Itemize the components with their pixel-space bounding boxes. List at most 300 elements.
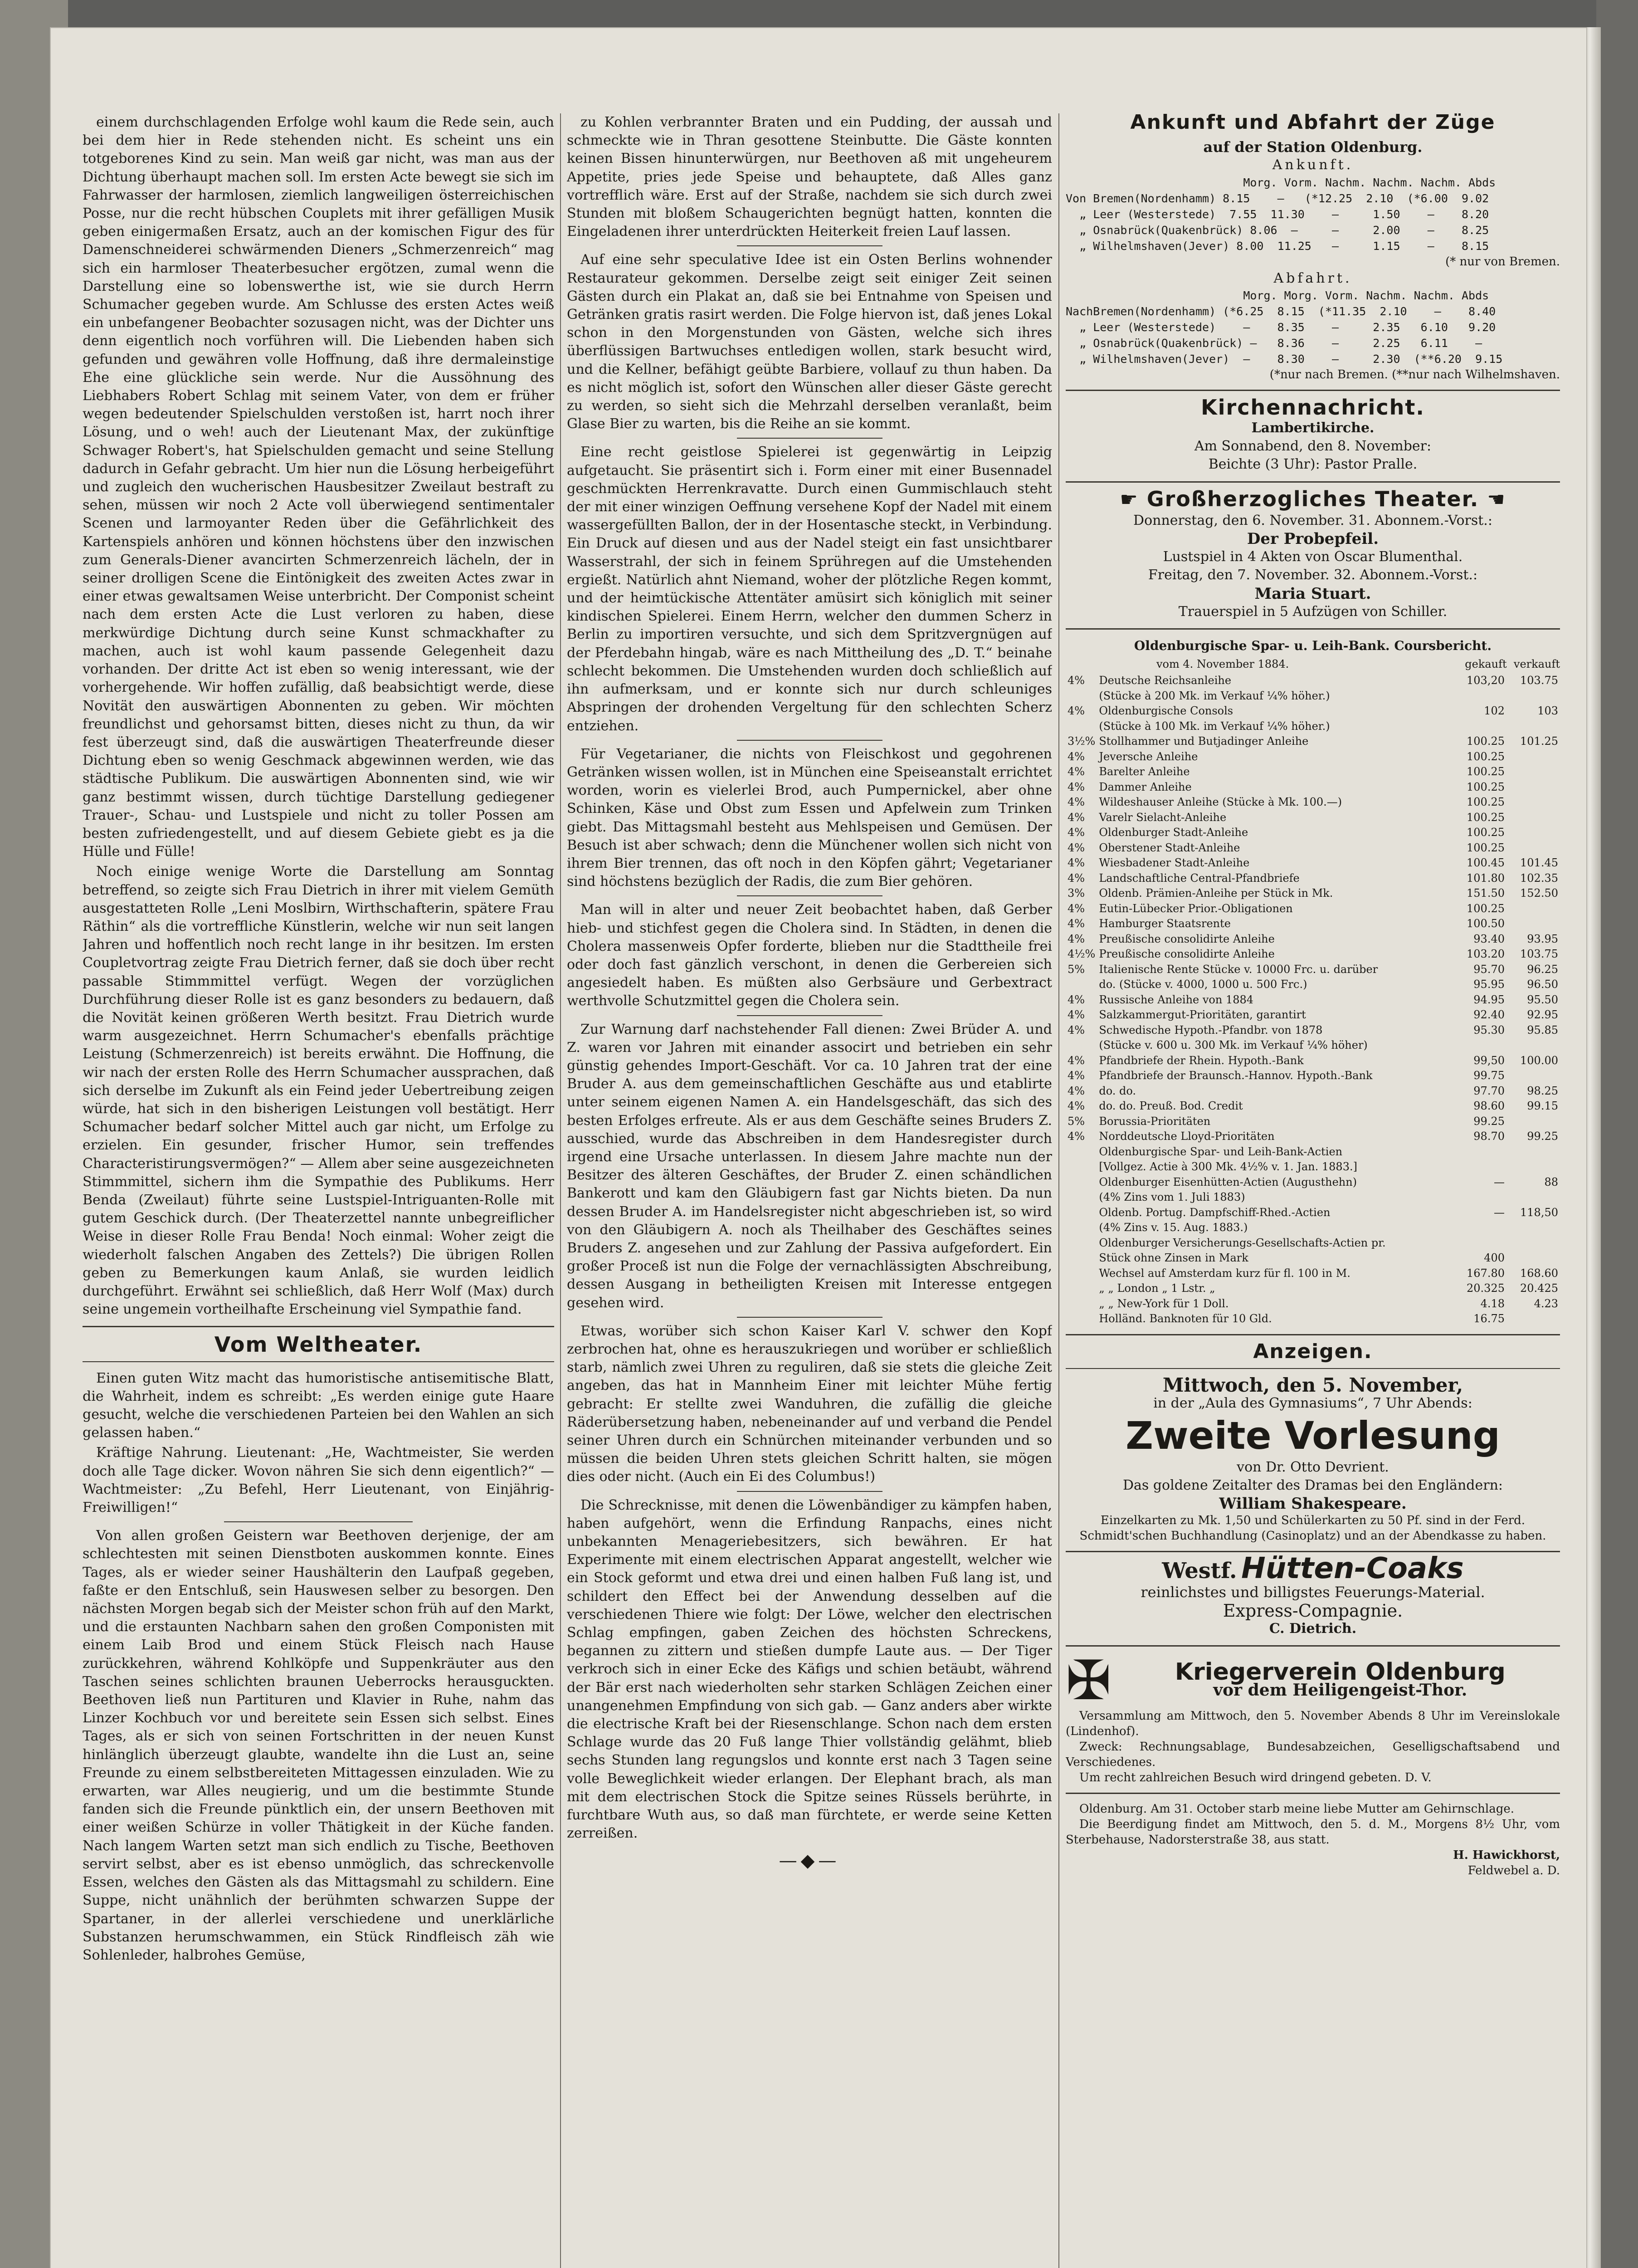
section-divider xyxy=(1066,390,1560,391)
ask-price xyxy=(1506,841,1560,856)
bid-price: 151.50 xyxy=(1467,887,1505,900)
security-name: Oldenb. Portug. Dampfschiff-Rhed.-Actien xyxy=(1099,1206,1331,1219)
security-name: Oldenburgische Spar- und Leih-Bank-Actien xyxy=(1099,1145,1343,1158)
interest-rate: 4% xyxy=(1068,932,1085,945)
interest-rate: 4% xyxy=(1068,1084,1085,1097)
bid-price: 103,20 xyxy=(1467,674,1505,687)
bank-rate-row xyxy=(1066,1251,1560,1266)
theater-play-title: Maria Stuart. xyxy=(1254,584,1371,603)
interest-rate xyxy=(1066,689,1097,704)
death-signature: H. Hawickhorst, xyxy=(1453,1848,1560,1862)
ask-price: 20.425 xyxy=(1520,1282,1558,1295)
bid-price xyxy=(1453,1220,1506,1236)
ask-price xyxy=(1506,795,1560,810)
bid-price: 98.70 xyxy=(1473,1130,1505,1143)
lecture-subject: William Shakespeare. xyxy=(1219,1494,1407,1513)
bid-price: 167.80 xyxy=(1467,1266,1505,1280)
bid-price: 100.25 xyxy=(1467,902,1505,915)
bid-price xyxy=(1453,1159,1506,1175)
section-divider xyxy=(83,1326,554,1327)
article-paragraph: zu Kohlen verbrannter Braten und ein Pudding, der aussah und schmeckte wie in Thran gesottene Steinbutte. Die Gäste konnten keinen Bissen hinunterwürgen, nur Beethoven aß mit ungeheurem Appetite, pries jede Speise und behauptete, daß Alles ganz vortrefflich wäre. Erst auf der Straße, nachdem sie sich durch zwei Stunden mit bloßem Schaugerichten begnügt hatten, konnten die Eingeladenen ihrer unterdrückten Heiterkeit freien Lauf lassen. xyxy=(567,114,1052,240)
security-name: Deutsche Reichsanleihe xyxy=(1099,674,1232,687)
ask-price: 102.35 xyxy=(1520,871,1558,885)
interest-rate xyxy=(1066,719,1097,734)
bid-price xyxy=(1453,689,1506,704)
bank-rate-row xyxy=(1066,1175,1560,1190)
bid-price: 99.75 xyxy=(1473,1069,1505,1082)
bid-price: 95.70 xyxy=(1473,963,1505,976)
bid-price: 98.60 xyxy=(1473,1100,1505,1113)
ask-price: 4.23 xyxy=(1534,1297,1558,1310)
departure-note: (*nur nach Bremen. (**nur nach Wilhelmshaven. xyxy=(1269,367,1560,381)
bid-price: 400 xyxy=(1484,1251,1505,1265)
bank-rate-row xyxy=(1066,932,1560,947)
column-rule xyxy=(560,113,561,2268)
arrival-row: „ Leer (Westerstede) 7.55 11.30 — 1.50 — 8.20 xyxy=(1066,207,1489,221)
section-divider xyxy=(1066,1334,1560,1335)
security-name: Oldenburgische Consols xyxy=(1099,704,1233,718)
security-name: Salzkammergut-Prioritäten, garantirt xyxy=(1099,1008,1306,1022)
ask-price xyxy=(1506,764,1560,780)
ask-price xyxy=(1506,1251,1560,1266)
interest-rate xyxy=(1066,1159,1097,1175)
theater-line: Donnerstag, den 6. November. 31. Abonnem.-Vorst.: xyxy=(1133,512,1492,528)
bank-rate-row xyxy=(1066,1007,1560,1023)
verein-request: Um recht zahlreichen Besuch wird dringend gebeten. D. V. xyxy=(1079,1770,1432,1784)
bank-report-date: vom 4. November 1884. xyxy=(1156,658,1289,671)
bank-rate-row xyxy=(1066,1205,1560,1221)
security-name: Holländ. Banknoten für 10 Gld. xyxy=(1099,1312,1272,1325)
bank-rate-row xyxy=(1066,1296,1560,1312)
ads-heading: Anzeigen. xyxy=(1253,1339,1373,1363)
interest-rate: 4½% xyxy=(1068,948,1096,961)
bank-rate-row xyxy=(1066,1129,1560,1144)
bid-price: 100.25 xyxy=(1467,811,1505,824)
bank-column-header: gekauft xyxy=(1465,658,1507,671)
bank-column-header: verkauft xyxy=(1513,658,1560,671)
bank-rate-row xyxy=(1066,1236,1560,1251)
bank-rate-row xyxy=(1066,992,1560,1008)
pointing-hand-icon: ☚ xyxy=(1487,488,1506,511)
security-name: [Vollgez. Actie à 300 Mk. 4½% v. 1. Jan. 1883.] xyxy=(1099,1160,1357,1173)
short-divider xyxy=(737,740,882,741)
bid-price: 16.75 xyxy=(1473,1312,1505,1325)
interest-rate: 4% xyxy=(1068,796,1085,809)
ask-price xyxy=(1506,810,1560,826)
ask-price xyxy=(1506,1114,1560,1129)
section-divider xyxy=(1066,1645,1560,1647)
security-name: Oldenburger Stadt-Anleihe xyxy=(1099,826,1248,839)
article-paragraph: Für Vegetarianer, die nichts von Fleischkost und gegohrenen Getränken wissen wollen, ist in München eine Speiseanstalt errichtet worden, worin es vielerlei Brod, auch Pumpernickel, aber ohne Schinken, Käse und Obst zum Essen und Apfelwein zum Trinken giebt. Das Mittagsmahl besteht aus Mehlspeisen und Gemüsen. Der Besuch ist aber schwach; denn die Münchener wollen sich nicht von ihrem Bier trennen, das oft noch in den Köpfen gährt; Vegetarianer sind höchstens bezüglich der Radis, die zum Bier gehören. xyxy=(567,746,1052,890)
bank-rate-row xyxy=(1066,1220,1560,1236)
short-divider xyxy=(224,1521,413,1522)
scan-background-right xyxy=(1596,0,1638,2268)
section-divider xyxy=(1066,1793,1560,1794)
ask-price xyxy=(1506,780,1560,795)
bid-price xyxy=(1453,1190,1506,1205)
bank-rate-row xyxy=(1066,1023,1560,1038)
theater-review-paragraph: einem durchschlagenden Erfolge wohl kaum die Rede sein, auch bei dem hier in Rede stehenden nicht. Es scheint uns ein totgeborenes Kind zu sein. Man weiß gar nicht, was man aus der Dichtung überhaupt machen soll. Im ersten Acte bewegt sie sich im Fahrwasser der harmlosen, ziemlich langweiligen österreichischen Posse, nur die recht hübschen Couplets mit ihrer gefälligen Musik geben einigermaßen Ersatz, auch an der komischen Figur des für Damenschneiderei schwärmenden Dieners „Schmerzenreich“ mag sich ein harmloser Theaterbesucher ergötzen, zumal wenn die Darstellung eine so lobenswerthe ist, wie sie durch Herrn Schumacher gegeben wurde. Am Schlusse des ersten Actes weiß ein unbefangener Beobachter sozusagen nicht, was der Dichter uns denn eigentlich noch vorführen will. Die Liebenden haben sich gefunden und gewähren volle Hoffnung, daß ihre dermaleinstige Ehe eine glückliche sein werde. Nur die Aussöhnung des Liebhabers Robert Schlag mit seinem Vater, von dem er früher wegen bedeutender Spielschulden verstoßen ist, harrt noch ihrer Lösung, und o weh! auch der Lieutenant Max, der zukünftige Schwager Robert's, hat Spielschulden gemacht und seine Stellung dadurch in Gefahr gebracht. Um hier nun die Lösung herbeigeführt und zugleich den wucherischen Hausbesitzer Zweilaut bestraft zu sehen, müssen wir noch 2 Acte voll überwiegend sentimentaler Scenen und larmoyanter Reden über die Gefährlichkeit des Kartenspiels anhören und können höchstens über den inzwischen zum Generals-Diener avancirten Schmerzenreich lächeln, der in seiner drolligen Scene die Eintönigkeit des zweiten Actes zwar in einer etwas gewaltsamen Weise unterbricht. Der Componist scheint nach dem ersten Acte die Lust verloren zu haben, diese merkwürdige Dichtung durch seine Kunst schmackhafter zu machen, auch ist wohl kaum passende Gelegenheit dazu vorhanden. Der dritte Act ist eben so wenig interessant, wie der vorhergehende. Wir hoffen zufällig, daß beabsichtigt werde, diese Novität den auswärtigen Abonnenten zu geben. Wir möchten freundlichst und gehorsamst bitten, dieses nicht zu thun, da wir fest überzeugt sind, daß die auswärtigen Theaterfreunde dieser Dichtung eben so wenig Geschmack abgewinnen werden, wie das städtische Publikum. Die auswärtigen Abonnenten sind, wie wir ganz bestimmt wissen, durch tüchtige Darstellung gediegener Trauer-, Schau- und Lustspiele und nicht zu toller Possen am besten zufriedengestellt, und auf diesem Gebiete giebt es ja die Hülle und Fülle! xyxy=(83,114,554,860)
bid-price: 93.40 xyxy=(1473,932,1505,945)
bid-price: 94.95 xyxy=(1473,993,1505,1006)
bid-price xyxy=(1453,1038,1506,1053)
arrival-label: Ankunft. xyxy=(1272,157,1354,173)
bank-rate-row xyxy=(1066,1084,1560,1099)
bank-rate-row xyxy=(1066,1114,1560,1129)
security-name: Wildeshauser Anleihe (Stücke à Mk. 100.—) xyxy=(1099,796,1342,809)
ask-price xyxy=(1506,916,1560,932)
death-signature-rank: Feldwebel a. D. xyxy=(1467,1863,1560,1877)
coaks-signature: C. Dietrich. xyxy=(1269,1620,1357,1637)
bank-rate-row xyxy=(1066,704,1560,719)
interest-rate xyxy=(1066,1281,1097,1296)
security-name: Oldenb. Prämien-Anleihe per Stück in Mk. xyxy=(1099,887,1333,900)
departure-header: Morg. Morg. Vorm. Nachm. Nachm. Abds xyxy=(1066,288,1489,302)
end-ornament: —◆— xyxy=(779,1850,840,1872)
departure-row: NachBremen(Nordenhamm) (*6.25 8.15 (*11.35 2.10 — 8.40 xyxy=(1066,304,1496,318)
coaks-company: Express-Compagnie. xyxy=(1223,1600,1403,1621)
ask-price: 98.25 xyxy=(1527,1084,1558,1097)
bid-price: 100.25 xyxy=(1467,841,1505,854)
bid-price: 100.25 xyxy=(1467,780,1505,793)
interest-rate: 4% xyxy=(1068,750,1085,763)
bank-rate-row xyxy=(1066,1099,1560,1114)
arrival-row: „ Wilhelmshaven(Jever) 8.00 11.25 — 1.15 — 8.15 xyxy=(1066,239,1489,253)
ask-price xyxy=(1506,825,1560,841)
bank-rate-row xyxy=(1066,1053,1560,1069)
security-name: „ „ London „ 1 Lstr. „ xyxy=(1099,1282,1215,1295)
bank-rate-row xyxy=(1066,1311,1560,1327)
security-name: (4% Zins vom 1. Juli 1883) xyxy=(1099,1191,1245,1204)
bid-price: 103.20 xyxy=(1467,948,1505,961)
verein-text: Versammlung am Mittwoch, den 5. November Abends 8 Uhr im Vereinslokale (Lindenhof). xyxy=(1066,1709,1560,1738)
newspaper-page xyxy=(50,27,1587,2268)
article-paragraph: Auf eine sehr speculative Idee ist ein Osten Berlins wohnender Restaurateur gekommen. Derselbe zeigt seit einiger Zeit seinen Gästen durch ein Plakat an, daß sie bei Entnahme von Speisen und Getränken gratis rasirt werden. Die Folge hiervon ist, daß jenes Lokal schon in den Morgenstunden von Gästen, welche sich ihres überflüssigen Bartwuchses entledigen wollen, stark besucht wird, und die Kellner, befähigt geübte Barbiere, vollauf zu thun haben. Da es nicht möglich ist, sofort den Wünschen aller dieser Gäste gerecht zu werden, so sieht sich die Mehrzahl derselben veranlaßt, beim Glase Bier zu warten, bis die Reihe an sie kommt. xyxy=(567,252,1052,432)
bank-rate-row xyxy=(1066,1144,1560,1160)
interest-rate: 4% xyxy=(1068,1023,1085,1036)
bid-price: 102 xyxy=(1484,704,1505,718)
lecture-place: in der „Aula des Gymnasiums“, 7 Uhr Abends: xyxy=(1153,1395,1472,1412)
bank-rate-row xyxy=(1066,764,1560,780)
interest-rate: 4% xyxy=(1068,826,1085,839)
arrival-header: Morg. Vorm. Nachm. Nachm. Nachm. Abds xyxy=(1066,176,1496,189)
security-name: Stück ohne Zinsen in Mark xyxy=(1099,1251,1248,1265)
departure-label: Abfahrt. xyxy=(1273,270,1352,286)
theater-play-title: Der Probepfeil. xyxy=(1247,530,1379,548)
ask-price: 92.95 xyxy=(1527,1008,1558,1022)
bank-rate-row xyxy=(1066,780,1560,795)
interest-rate: 4% xyxy=(1068,704,1085,718)
ask-price xyxy=(1506,1236,1560,1251)
ask-price: 96.50 xyxy=(1527,978,1558,991)
ask-price: 95.50 xyxy=(1527,993,1558,1006)
interest-rate: 4% xyxy=(1068,871,1085,885)
bank-rate-row xyxy=(1066,1068,1560,1084)
bank-rate-row xyxy=(1066,1159,1560,1175)
bank-rate-row xyxy=(1066,977,1560,992)
ask-price xyxy=(1506,1220,1560,1236)
short-divider xyxy=(737,1015,882,1016)
security-name: Wiesbadener Stadt-Anleihe xyxy=(1099,856,1250,870)
bank-rate-row xyxy=(1066,749,1560,765)
bank-rate-row xyxy=(1066,841,1560,856)
ask-price: 101.45 xyxy=(1520,856,1558,870)
security-name: Norddeutsche Lloyd-Prioritäten xyxy=(1099,1130,1275,1143)
bank-report-title: Oldenburgische Spar- u. Leih-Bank. Coursbericht. xyxy=(1134,638,1492,654)
bid-price xyxy=(1453,1144,1506,1160)
departure-row: „ Osnabrück(Quakenbrück) — 8.36 — 2.25 6.11 — xyxy=(1066,336,1482,350)
interest-rate xyxy=(1066,1038,1097,1053)
ask-price: 100.00 xyxy=(1520,1054,1558,1067)
iron-cross-icon: ✠ xyxy=(1066,1649,1112,1712)
short-divider xyxy=(737,1491,882,1492)
bid-price xyxy=(1453,719,1506,734)
interest-rate: 4% xyxy=(1068,1069,1085,1082)
theater-review-paragraph: Noch einige wenige Worte die Darstellung am Sonntag betreffend, so zeigte sich Frau Dietrich in ihrer mit vielem Gemüth ausgestatteten Rolle „Leni Moslbirn, Wirthschafterin, spätere Frau Räthin“ als die vortreffliche Künstlerin, welche wir nun seit langen Jahren und hoffentlich noch recht lange in ihr besitzen. Im ersten Coupletvortrag zeigte Frau Dietrich ferner, daß sie doch über recht passable Stimmmittel verfügt. Wegen der vorzüglichen Durchführung dieser Rolle ist es ganz besonders zu bedauern, daß die Novität keinen größeren Werth besitzt. Frau Dietrich wurde warm ausgezeichnet. Herrn Schumacher's ebenfalls prächtige Leistung (Schmerzenreich) ist bereits erwähnt. Die Hoffnung, die wir nach der ersten Rolle des Herrn Schumacher aussprachen, daß sich derselbe im Zukunft als ein Feind jeder Uebertreibung zeigen würde, hat sich in den bisherigen Leistungen voll bestätigt. Herr Schumacher bedarf solcher Mittel auch gar nicht, um Erfolge zu erzielen. Ein gesunder, frischer Humor, sein treffendes Characteristirungsvermögen?“ — Allem aber seine ausgezeichneten Stimmmittel, sichern ihm die Sympathie des Publikums. Herr Benda (Zweilaut) führte seine Lustspiel-Intriguanten-Rolle mit gutem Geschick durch. (Der Theaterzettel nannte unbegreiflicher Weise in dieser Rolle Frau Benda! Noch einmal: Woher zeigt die wiederholt falschen Angaben des Zettels?) Die übrigen Rollen geben zu Bemerkungen kaum Anlaß, sie wurden leidlich durchgeführt. Erwähnt sei schließlich, daß Herr Wolf (Max) durch seine ungemein vortheilhafte Erscheinung viel Sympathie fand. xyxy=(83,864,554,1318)
article-paragraph: Einen guten Witz macht das humoristische antisemitische Blatt, die Wahrheit, indem es schreibt: „Es werden einige gute Haare gesucht, welche die verschiedenen Parteien bei den Wahlen an sich gelassen haben.“ xyxy=(83,1370,554,1441)
security-name: Hamburger Staatsrente xyxy=(1099,917,1231,930)
ask-price: 103 xyxy=(1537,704,1558,718)
lecture-date: Mittwoch, den 5. November, xyxy=(1162,1374,1463,1397)
ask-price: 95.85 xyxy=(1527,1023,1558,1036)
death-notice: Oldenburg. Am 31. October starb meine liebe Mutter am Gehirnschlage. xyxy=(1079,1802,1515,1816)
bank-rate-row xyxy=(1066,810,1560,826)
ask-price xyxy=(1506,1068,1560,1084)
bank-rate-row xyxy=(1066,962,1560,978)
security-name: Schwedische Hypoth.-Pfandbr. von 1878 xyxy=(1099,1023,1323,1036)
section-divider xyxy=(83,1361,554,1362)
interest-rate: 4% xyxy=(1068,841,1085,854)
theater-line: Lustspiel in 4 Akten von Oscar Blumenthal. xyxy=(1163,549,1463,565)
section-divider xyxy=(1066,481,1560,483)
interest-rate xyxy=(1066,1296,1097,1312)
interest-rate: 4% xyxy=(1068,765,1085,778)
bid-price: 100.25 xyxy=(1467,796,1505,809)
bid-price: 100.25 xyxy=(1467,735,1505,748)
bank-rate-row xyxy=(1066,916,1560,932)
security-name: Wechsel auf Amsterdam kurz für fl. 100 in M. xyxy=(1099,1266,1350,1280)
security-name: Stollhammer und Butjadinger Anleihe xyxy=(1099,735,1309,748)
interest-rate: 4% xyxy=(1068,811,1085,824)
bid-price: 100.45 xyxy=(1467,856,1505,870)
bid-price: 4.18 xyxy=(1480,1297,1505,1310)
ask-price: 99.25 xyxy=(1527,1130,1558,1143)
bid-price: — xyxy=(1494,1175,1505,1188)
bank-rate-row xyxy=(1066,795,1560,810)
church-service: Beichte (3 Uhr): Pastor Pralle. xyxy=(1208,456,1418,473)
interest-rate xyxy=(1066,1236,1097,1251)
church-notice-title: Kirchennachricht. xyxy=(1201,395,1425,420)
coaks-prefix: Westf. xyxy=(1162,1558,1237,1584)
security-name: Preußische consolidirte Anleihe xyxy=(1099,932,1275,945)
interest-rate: 4% xyxy=(1068,1130,1085,1143)
bid-price: 20.325 xyxy=(1467,1282,1505,1295)
security-name: Oberstener Stadt-Anleihe xyxy=(1099,841,1240,854)
ask-price: 118,50 xyxy=(1520,1206,1558,1219)
column-1 xyxy=(83,113,554,1966)
ask-price xyxy=(1506,749,1560,765)
article-paragraph: Etwas, worüber sich schon Kaiser Karl V. schwer den Kopf zerbrochen hat, ohne es herauszukriegen und worüber er schließlich starb, nämlich zwei Uhren zu reguliren, daß sie stets die gleiche Zeit angeben, das hat in Mannheim Einer mit leichter Mühe fertig gebracht: Er stellte zwei Wanduhren, die zufällig die gleiche Räderübersetzung haben, nebeneinander auf und verband die Pendel seiner Uhren durch ein Schnürchen miteinander verbunden und so müssen die beiden Uhren stets gleichen Schritt halten, sie mögen dies oder nicht. (Auch ein Ei des Columbus!) xyxy=(567,1323,1052,1485)
coaks-title: Hütten-Coaks xyxy=(1241,1552,1464,1586)
lecture-speaker: von Dr. Otto Devrient. xyxy=(1237,1459,1389,1475)
church-name: Lambertikirche. xyxy=(1251,420,1375,436)
bid-price: 100.50 xyxy=(1467,917,1505,930)
lecture-topic: Das goldene Zeitalter des Dramas bei den Engländern: xyxy=(1122,1477,1503,1493)
interest-rate: 5% xyxy=(1068,963,1085,976)
article-paragraph: Die Schrecknisse, mit denen die Löwenbändiger zu kämpfen haben, haben aufgehört, wenn die Erfindung Ranpachs, eines nicht unbekannten Menageriebesitzers, sich bewähren. Er hat Experimente mit einem electrischen Apparat angestellt, welcher wie ein Stock geformt und etwa drei und einen halben Fuß lang ist, und schildert den Effect bei der Anwendung desselben auf die verschiedenen Thiere wie folgt: Der Löwe, welcher den electrischen Schlag empfingen, gaben Zeichen des höchsten Schreckens, begannen zu zittern und stießen dumpfe Laute aus. — Der Tiger verkroch sich in einer Ecke des Käfigs und schien betäubt, während der Bär erst nach wiederholten sehr starken Schlägen Zeichen einer unangenehmen Empfindung von sich gab. — Ganz anders aber wirkte die electrische Kraft bei der Riesenschlange. Schon nach dem ersten Schlage wurde das 20 Fuß lange Thier vollständig gelähmt, blieb sechs Stunden lang regungslos und konnte erst nach 3 Tagen seine volle Beweglichkeit wieder erlangen. Der Elephant brach, als man mit dem electrischen Stock die Spitze seines Rüssels berührte, in furchtbare Wuth aus, so daß man fürchtete, er werde seine Ketten zerreißen. xyxy=(567,1497,1052,1842)
verein-title: Kriegerverein Oldenburg xyxy=(1175,1658,1506,1686)
short-divider xyxy=(737,895,882,896)
train-schedule-subtitle: auf der Station Oldenburg. xyxy=(1203,138,1423,156)
bank-rates-table xyxy=(1066,673,1560,1327)
interest-rate xyxy=(1066,977,1097,992)
ask-price xyxy=(1506,1190,1560,1205)
security-name: Barelter Anleihe xyxy=(1099,765,1190,778)
bank-rate-row xyxy=(1066,1190,1560,1205)
interest-rate: 3% xyxy=(1068,887,1085,900)
security-name: (Stücke à 200 Mk. im Verkauf ¼% höher.) xyxy=(1099,689,1330,702)
security-name: do. do. Preuß. Bod. Credit xyxy=(1099,1100,1243,1113)
article-paragraph: Eine recht geistlose Spielerei ist gegenwärtig in Leipzig aufgetaucht. Sie präsentirt sich i. Form einer mit einer Busennadel geschmückten Herrenkravatte. Durch einen Gummischlauch steht der mit einer winzigen Oeffnung versehene Kopf der Nadel mit einem wassergefüllten Ballon, der in der Hosentasche steckt, in Verbindung. Ein Druck auf diesen und aus der Nadel steigt ein fast unsichtbarer Wasserstrahl, der sich in feinem Sprühregen auf die Umstehenden ergießt. Natürlich ahnt Niemand, woher der plötzliche Regen kommt, und der heimtückische Attentäter amüsirt sich königlich mit seiner kindischen Spielerei. Einem Herrn, welcher den dummen Scherz in Berlin zu importiren versuchte, und sich dem Spritzvergnügen auf der Pferdebahn hingab, wäre es nach Mittheilung des „D. T.“ beinahe schlecht bekommen. Die Umstehenden wurden doch schließlich auf ihn aufmerksam, und er konnte sich nur durch schleuniges Abspringen der drohenden Vergeltung für den schlechten Scherz entziehen. xyxy=(567,444,1052,734)
security-name: do. do. xyxy=(1099,1084,1136,1097)
short-divider xyxy=(737,438,882,439)
bid-price: — xyxy=(1494,1206,1505,1219)
security-name: Varelr Sielacht-Anleihe xyxy=(1099,811,1227,824)
bank-rate-row xyxy=(1066,1281,1560,1296)
lecture-tickets: Einzelkarten zu Mk. 1,50 und Schülerkarten zu 50 Pf. sind in der Ferd. Schmidt'schen Buchhandlung (Casinoplatz) und an der Abendkasse zu haben. xyxy=(1079,1514,1546,1543)
security-name: Oldenburger Versicherungs-Gesellschafts-Actien pr. xyxy=(1099,1236,1386,1249)
bank-rate-row xyxy=(1066,719,1560,734)
bank-rate-row xyxy=(1066,734,1560,749)
article-paragraph: Kräftige Nahrung. Lieutenant: „He, Wachtmeister, Sie werden doch alle Tage dicker. Wovon nähren Sie sich denn eigentlich?“ — Wachtmeister: „Zu Befehl, Herr Lieutenant, von Einjährig-Freiwilligen!“ xyxy=(83,1445,554,1516)
article-paragraph: Man will in alter und neuer Zeit beobachtet haben, daß Gerber hieb- und stichfest gegen die Cholera sind. In Städten, in denen die Cholera massenweis Opfer forderte, blieben nur die Stadttheile frei oder doch fast gänzlich verschont, in denen die Gerbereien sich angesiedelt haben. Es müßten also Gerbsäure und Gerbextract werthvolle Schutzmittel gegen die Cholera sein. xyxy=(567,902,1052,1009)
ask-price: 101.25 xyxy=(1520,735,1558,748)
interest-rate: 4% xyxy=(1068,902,1085,915)
bank-rate-row xyxy=(1066,673,1560,689)
interest-rate: 4% xyxy=(1068,993,1085,1006)
theater-line: Freitag, den 7. November. 32. Abonnem.-Vorst.: xyxy=(1148,567,1478,583)
interest-rate: 4% xyxy=(1068,674,1085,687)
bank-rate-row xyxy=(1066,1266,1560,1281)
security-name: Italienische Rente Stücke v. 10000 Frc. u. darüber xyxy=(1099,963,1378,976)
short-divider xyxy=(737,1317,882,1318)
interest-rate: 4% xyxy=(1068,1008,1085,1022)
bid-price: 92.40 xyxy=(1473,1008,1505,1022)
section-divider xyxy=(1066,1368,1560,1369)
bank-rate-row xyxy=(1066,901,1560,917)
bid-price: 99,50 xyxy=(1473,1054,1505,1067)
column-3 xyxy=(1066,113,1560,1878)
departure-row: „ Leer (Westerstede) — 8.35 — 2.35 6.10 9.20 xyxy=(1066,320,1496,334)
bid-price: 100.25 xyxy=(1467,750,1505,763)
interest-rate: 4% xyxy=(1068,1100,1085,1113)
ask-price xyxy=(1506,901,1560,917)
bank-rate-row xyxy=(1066,855,1560,871)
ask-price: 103.75 xyxy=(1520,674,1558,687)
arrival-note: (* nur von Bremen. xyxy=(1445,254,1560,269)
article-paragraph: Von allen großen Geistern war Beethoven derjenige, der am schlechtesten mit seinen Dienstboten auskommen konnte. Eines Tages, als er wieder seiner Haushälterin den Laufpaß gegeben, faßte er den Entschluß, sein Hauswesen selber zu besorgen. Den nächsten Morgen begab sich der Meister schon früh auf den Markt, und die erstaunten Nachbarn sahen den großen Componisten mit einem Laib Brod und einem Stück Fleisch nach Hause zurückkehren, während Kohlköpfe und Suppenkräuter aus den Taschen seines schlichten braunen Ueberrocks herausguckten. Beethoven ließ nun Partituren und Klavier in Ruhe, nahm das Linzer Kochbuch vor und bereitete sein Essen sich selbst. Eines Tages, als er sich von seinen Fortschritten in der neuen Kunst hinlänglich überzeugt glaubte, wandelte ihn die Lust an, seine Freunde zu einem selbstbereiteten Mittagessen einzuladen. Wie zu erwarten, war Alles neugierig, und um die bestimmte Stunde fanden sich die Freunde pünktlich ein, der unsern Beethoven mit einer weißen Schürze in voller Thätigkeit in der Küche fanden. Nach langem Warten setzt man sich endlich zu Tische, Beethoven servirt selbst, aber es ist ebenso unmöglich, das schreckenvolle Essen, welches den Gästen als das Mittagsmahl zu schildern. Eine Suppe, nicht unähnlich der berühmten schwarzen Suppe der Spartaner, in der allerlei verschiedene und unerklärliche Substanzen herumschwammen, ein Stück Rindfleisch zäh wie Sohlenleder, halbrohes Gemüse, xyxy=(83,1528,554,1963)
interest-rate xyxy=(1066,1175,1097,1190)
theater-line: Trauerspiel in 5 Aufzügen von Schiller. xyxy=(1178,603,1448,620)
security-name: Landschaftliche Central-Pfandbriefe xyxy=(1099,871,1300,885)
bank-rate-row xyxy=(1066,1038,1560,1053)
security-name: (Stücke à 100 Mk. im Verkauf ¼% höher.) xyxy=(1099,719,1330,733)
interest-rate xyxy=(1066,1251,1097,1266)
security-name: (Stücke v. 600 u. 300 Mk. im Verkauf ¼% höher) xyxy=(1099,1039,1368,1052)
bid-price: 100.25 xyxy=(1467,765,1505,778)
interest-rate xyxy=(1066,1266,1097,1281)
interest-rate: 4% xyxy=(1068,856,1085,870)
coaks-line: reinlichstes und billigstes Feuerungs-Material. xyxy=(1141,1584,1485,1601)
verein-subtitle: vor dem Heiligengeist-Thor. xyxy=(1213,1680,1467,1700)
bid-price: 99.25 xyxy=(1473,1114,1505,1128)
bid-price: 101.80 xyxy=(1467,871,1505,885)
bid-price: 97.70 xyxy=(1473,1084,1505,1097)
interest-rate: 3½% xyxy=(1068,735,1096,748)
ask-price xyxy=(1506,1159,1560,1175)
interest-rate xyxy=(1066,1144,1097,1160)
ask-price: 93.95 xyxy=(1527,932,1558,945)
arrival-row: „ Osnabrück(Quakenbrück) 8.06 — — 2.00 — 8.25 xyxy=(1066,223,1489,237)
ask-price: 99.15 xyxy=(1527,1100,1558,1113)
ask-price: 88 xyxy=(1544,1175,1558,1188)
bank-rate-row xyxy=(1066,947,1560,962)
theater-notice-title: Großherzogliches Theater. xyxy=(1146,486,1479,511)
bid-price xyxy=(1453,1236,1506,1251)
security-name: Oldenburger Eisenhütten-Actien (Augusthehn) xyxy=(1099,1175,1357,1188)
bank-rate-row xyxy=(1066,825,1560,841)
departure-row: „ Wilhelmshaven(Jever) — 8.30 — 2.30 (**6.20 9.15 xyxy=(1066,352,1503,366)
interest-rate xyxy=(1066,1220,1097,1236)
ask-price: 103.75 xyxy=(1520,948,1558,961)
pointing-hand-icon: ☛ xyxy=(1120,488,1139,511)
column-rule xyxy=(1058,113,1059,2268)
security-name: „ „ New-York für 1 Doll. xyxy=(1099,1297,1229,1310)
bid-price: 95.95 xyxy=(1473,978,1505,991)
interest-rate xyxy=(1066,1205,1097,1221)
church-date: Am Sonnabend, den 8. November: xyxy=(1194,438,1432,455)
short-divider xyxy=(737,245,882,246)
bank-rate-row xyxy=(1066,689,1560,704)
bank-rate-row xyxy=(1066,886,1560,901)
funeral-notice: Die Beerdigung findet am Mittwoch, den 5. d. M., Morgens 8½ Uhr, vom Sterbehause, Nadorsterstraße 38, aus statt. xyxy=(1066,1817,1560,1847)
train-schedule-title: Ankunft und Abfahrt der Züge xyxy=(1130,113,1496,134)
ask-price: 152.50 xyxy=(1520,887,1558,900)
security-name: Jeversche Anleihe xyxy=(1099,750,1198,763)
lecture-title: Zweite Vorlesung xyxy=(1126,1413,1500,1458)
security-name: Russische Anleihe von 1884 xyxy=(1099,993,1254,1006)
arrival-row: Von Bremen(Nordenhamm) 8.15 — (*12.25 2.10 (*6.00 9.02 xyxy=(1066,191,1489,205)
security-name: Eutin-Lübecker Prior.-Obligationen xyxy=(1099,902,1293,915)
interest-rate: 4% xyxy=(1068,1054,1085,1067)
verein-purpose: Zweck: Rechnungsablage, Bundesabzeichen, Geselligschaftsabend und Verschiedenes. xyxy=(1066,1740,1560,1769)
interest-rate xyxy=(1066,1311,1097,1327)
security-name: (4% Zins v. 15. Aug. 1883.) xyxy=(1099,1221,1248,1234)
ask-price: 168.60 xyxy=(1520,1266,1558,1280)
interest-rate: 4% xyxy=(1068,780,1085,793)
security-name: Borussia-Prioritäten xyxy=(1099,1114,1211,1128)
interest-rate: 4% xyxy=(1068,917,1085,930)
ask-price xyxy=(1506,1038,1560,1053)
bid-price: 100.25 xyxy=(1467,826,1505,839)
bank-rate-row xyxy=(1066,871,1560,886)
ask-price xyxy=(1506,719,1560,734)
section-divider xyxy=(1066,628,1560,630)
ask-price xyxy=(1506,1144,1560,1160)
column-2 xyxy=(567,113,1052,1879)
weltheater-heading: Vom Weltheater. xyxy=(214,1332,423,1357)
security-name: Dammer Anleihe xyxy=(1099,780,1192,793)
